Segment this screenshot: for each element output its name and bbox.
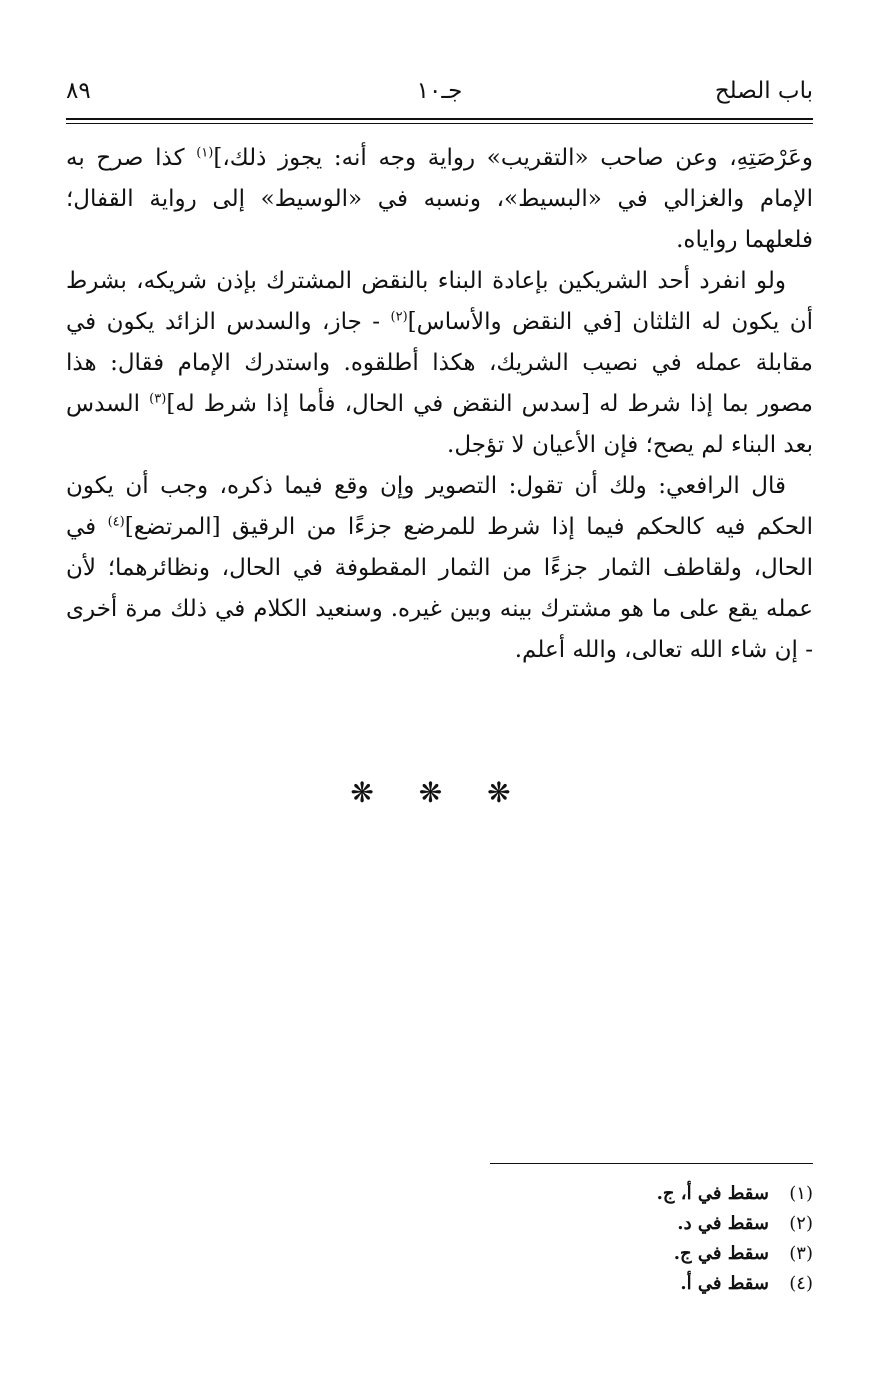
footnote-reference: (٢) [390, 309, 408, 325]
footnote-item [453, 1209, 813, 1239]
paragraph-text: ولو انفرد أحد الشريكين بإعادة البناء بالنقض المشترك بإذن شريكه، بشرط أن يكون له الثلثان [في النقض والأساس] [66, 268, 813, 335]
footnote-text: سقط في ج. [673, 1243, 769, 1264]
footnote-text: سقط في أ. [680, 1273, 769, 1294]
footnote-reference: (٣) [149, 391, 167, 407]
paragraph-text: وعَرْصَتِهِ، وعن صاحب «التقريب» رواية وجه أنه: يجوز ذلك،] [213, 145, 813, 171]
footnote-mark: (٢) [789, 1213, 813, 1234]
footnote-reference: (٤) [107, 514, 125, 530]
section-ornament: ❋ ❋ ❋ [350, 776, 529, 809]
footnote-separator [490, 1163, 813, 1164]
header-rule-thick [66, 118, 813, 120]
footnote-item [453, 1179, 813, 1209]
paragraph-1 [66, 138, 813, 261]
chapter-title: باب الصلح [714, 78, 813, 104]
page-number: ٨٩ [66, 78, 91, 104]
paragraph-text: - جاز، والسدس الزائد يكون في مقابلة عمله في نصيب الشريك، هكذا أطلقوه. واستدرك الإمام فقال: هذا مصور بما إذا شرط له [سدس النقض في الحال، فأما إذا شرط له] [66, 309, 813, 417]
paragraph-2 [66, 261, 813, 466]
paragraph-text: قال الرافعي: ولك أن تقول: التصوير وإن وقع فيما ذكره، وجب أن يكون الحكم فيه كالحكم فيما إذا شرط للمرضع جزءًا من الرقيق [المرتضع] [66, 473, 813, 540]
footnote-mark: (٤) [789, 1273, 813, 1294]
paragraph-text: في الحال، ولقاطف الثمار جزءًا من الثمار المقطوفة في الحال، ونظائرهما؛ لأن عمله يقع على ما هو مشترك بينه وبين غيره. وسنعيد الكلام في ذلك مرة أخرى - إن شاء الله تعالى، والله أعلم. [66, 514, 813, 663]
volume-label: جـ١٠ [416, 78, 463, 104]
footnote-text: سقط في أ، ج. [656, 1183, 769, 1204]
footnote-item [453, 1269, 813, 1299]
footnote-text: سقط في د. [677, 1213, 769, 1234]
footnote-mark: (١) [789, 1183, 813, 1204]
running-header [66, 78, 813, 114]
paragraph-3 [66, 466, 813, 671]
footnote-reference: (١) [196, 145, 214, 161]
paragraph-text: كذا صرح به الإمام والغزالي في «البسيط»، ونسبه في «الوسيط» إلى رواية القفال؛ فلعلهما رواياه. [66, 145, 813, 253]
footnote-mark: (٣) [789, 1243, 813, 1264]
footnote-item [453, 1239, 813, 1269]
paragraph-text: السدس بعد البناء لم يصح؛ فإن الأعيان لا تؤجل. [66, 391, 813, 458]
main-text [66, 138, 813, 671]
footnotes [453, 1179, 813, 1299]
header-rule-thin [66, 123, 813, 124]
